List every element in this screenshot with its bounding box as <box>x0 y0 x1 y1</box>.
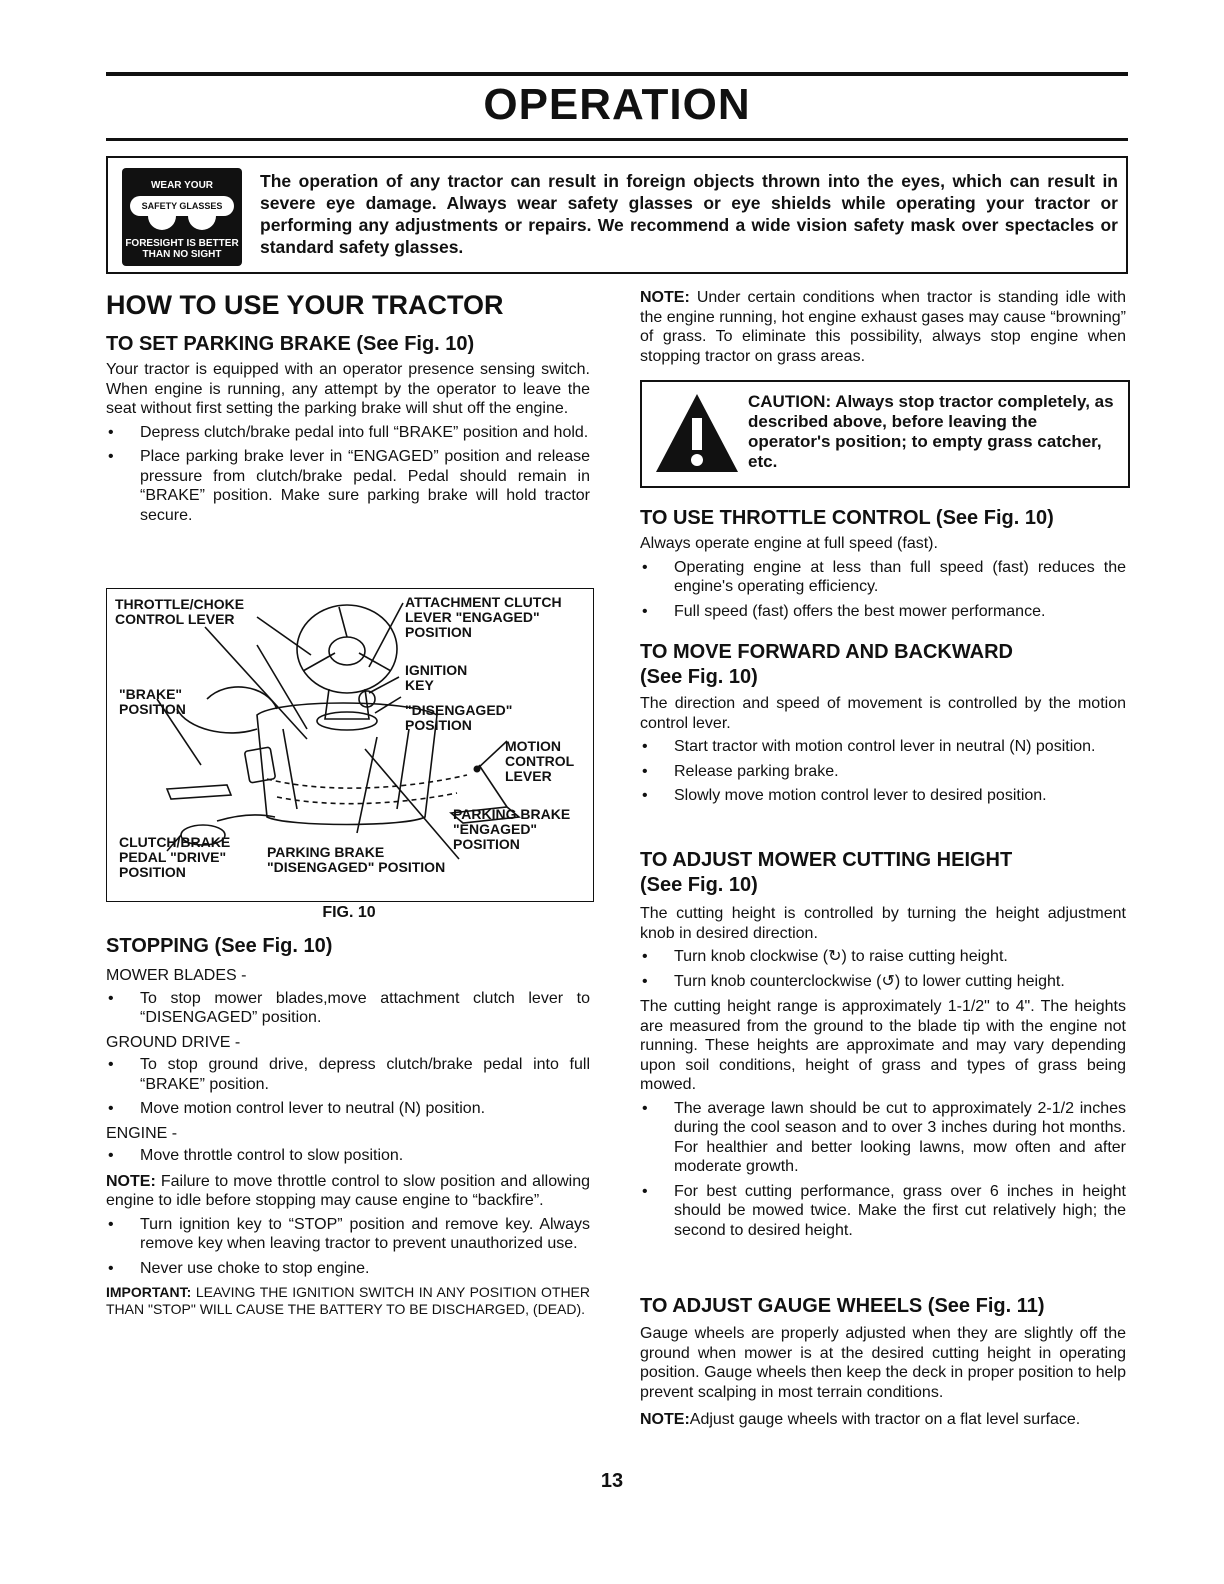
bullet-text: ) to raise cutting height. <box>841 948 1008 965</box>
bullet-text: Operating engine at less than full speed (fast) reduces the engine's operating efficiency. <box>674 558 1126 595</box>
label-ignition-key: IGNITION KEY <box>405 662 468 693</box>
figure-caption: FIG. 10 <box>322 904 376 921</box>
bullet-text: Move throttle control to slow position. <box>140 1147 404 1164</box>
left-lens-shape <box>148 214 176 230</box>
label-bottom-text-2: THAN NO SIGHT <box>142 249 222 260</box>
safety-warning-text: The operation of any tractor can result in foreign objects thrown into the eyes, which can result in severe eye damage. Always wear safety glasses or eye shields while operating your tractor or performing any adjustments or repairs. We recommend a wide vision safety mask over spectacles or standard safety glasses. <box>260 171 1118 257</box>
cutting-heading-line1: TO ADJUST MOWER CUTTING HEIGHT <box>640 849 1013 871</box>
cutting-height-body <box>640 904 1126 1245</box>
bullet-text: Move motion control lever to neutral (N) position. <box>140 1100 486 1117</box>
page-title: OPERATION <box>483 80 751 129</box>
label-parking-brake-disengaged: PARKING BRAKE "DISENGAGED" POSITION <box>267 844 446 875</box>
parking-brake-heading: TO SET PARKING BRAKE (See Fig. 10) <box>106 333 475 355</box>
move-heading <box>640 640 1013 690</box>
parking-brake-intro: Your tractor is equipped with an operator presence sensing switch. When engine is running, any attempt by the operator to leave the seat without first setting the parking brake will shut off the engine. <box>106 361 590 417</box>
list-item: • Release parking brake. <box>640 762 1126 782</box>
bullet-text: Slowly move motion control lever to desired position. <box>674 787 1047 804</box>
figure-10 <box>106 588 594 902</box>
ground-drive-label: GROUND DRIVE - <box>106 1033 241 1051</box>
list-item: • Start tractor with motion control lever in neutral (N) position. <box>640 737 1126 757</box>
list-item: • Never use choke to stop engine. <box>106 1259 590 1279</box>
label-top-text: WEAR YOUR <box>150 180 214 191</box>
right-lens-shape <box>188 214 216 230</box>
gauge-wheels-body <box>640 1324 1126 1434</box>
safety-glasses-icon <box>122 168 242 266</box>
list-item: • To stop mower blades,move attachment clutch lever to “DISENGAGED” position. <box>108 989 590 1026</box>
bullet-text: Start tractor with motion control lever in neutral (N) position. <box>674 738 1096 755</box>
label-parking-brake-engaged: PARKING BRAKE "ENGAGED" POSITION <box>453 806 571 852</box>
parking-brake-body <box>106 360 590 530</box>
list-item: • Full speed (fast) offers the best mower performance. <box>640 602 1126 622</box>
bullet-text: Never use choke to stop engine. <box>140 1259 370 1277</box>
label-disengaged-position: "DISENGAGED" POSITION <box>405 702 513 733</box>
safety-warning-box <box>106 156 1128 274</box>
bullet-text: Turn knob clockwise ( <box>674 948 829 965</box>
throttle-heading: TO USE THROTTLE CONTROL (See Fig. 10) <box>640 507 1054 529</box>
stopping-heading: STOPPING (See Fig. 10) <box>106 935 333 957</box>
engine-label: ENGINE - <box>106 1124 178 1142</box>
note-key: NOTE: <box>640 1411 690 1428</box>
bullet-text: Release parking brake. <box>674 762 839 780</box>
note-text: Adjust gauge wheels with tractor on a flat level surface. <box>689 1411 1081 1428</box>
caution-box <box>640 380 1130 488</box>
exhaust-note <box>640 288 1126 370</box>
clockwise-arrow-icon: ↻ <box>828 948 842 965</box>
cutting-heading-line2: (See Fig. 10) <box>640 874 758 896</box>
cutting-intro: The cutting height is controlled by turning the height adjustment knob in desired direction. <box>640 905 1126 942</box>
bullet-text: Turn knob counterclockwise ( <box>674 972 882 990</box>
top-rule <box>106 72 1128 76</box>
bullet-text: The average lawn should be cut to approximately 2-1/2 inches during the cool season and to over 3 inches during hot months. For healthier and better looking lawns, mow often and after moderate growth. <box>674 1099 1126 1175</box>
gauge-paragraph: Gauge wheels are properly adjusted when they are slightly off the ground when mower is at the desired cutting height in operating position. Gauge wheels then keep the deck in proper position to help prevent scalping in most terrain conditions. <box>640 1325 1126 1401</box>
stopping-body <box>106 962 590 1322</box>
note-text: Under certain conditions when tractor is standing idle with the engine running, hot engine exhaust gases may cause “browning” of grass. To eliminate this possibility, always stop engine when stopping tractor on grass areas. <box>640 289 1126 365</box>
counterclockwise-arrow-icon: ↺ <box>881 972 895 990</box>
label-band-text: SAFETY GLASSES <box>141 201 223 211</box>
label-motion-control: MOTION CONTROL LEVER <box>505 738 575 784</box>
list-item: • Operating engine at less than full speed (fast) reduces the engine's operating efficiency. <box>642 558 1126 595</box>
list-item: • Place parking brake lever in “ENGAGED” position and release pressure from clutch/brake pedal. Pedal should remain in “BRAKE” position. Make sure parking brake will hold tractor secure. <box>108 448 590 524</box>
glasses-band <box>130 196 234 216</box>
cutting-range-paragraph: The cutting height range is approximately 1-1/2" to 4". The heights are measured from the ground to the blade tip with the engine not running. These heights are approximate and may vary depending upon soil conditions, height of grass and types of grass being mowed. <box>640 998 1126 1093</box>
title-rule <box>106 138 1128 141</box>
list-item: • For best cutting performance, grass over 6 inches in height should be mowed twice. Make the first cut relatively high; the second to desired height. <box>642 1182 1126 1239</box>
move-body <box>640 694 1126 811</box>
list-item: • Depress clutch/brake pedal into full “BRAKE” position and hold. <box>108 423 589 441</box>
label-clutch-brake-pedal: CLUTCH/BRAKE PEDAL "DRIVE" POSITION <box>119 834 231 880</box>
bullet-text: Full speed (fast) offers the best mower performance. <box>674 602 1046 620</box>
bullet-text: Place parking brake lever in “ENGAGED” position and release pressure from clutch/brake pedal. Pedal should remain in “BRAKE” position. Make sure parking brake will hold tractor secure. <box>140 448 590 524</box>
label-throttle-choke: THROTTLE/CHOKE CONTROL LEVER <box>115 596 245 627</box>
label-attachment-clutch: ATTACHMENT CLUTCH LEVER "ENGAGED" POSITION <box>405 594 562 640</box>
list-item: • Turn knob counterclockwise (↺) to lower cutting height. <box>642 972 1065 990</box>
gauge-wheels-heading: TO ADJUST GAUGE WHEELS (See Fig. 11) <box>640 1295 1045 1317</box>
bullet-text: ) to lower cutting height. <box>894 972 1065 990</box>
bullet-text: To stop mower blades,move attachment clutch lever to “DISENGAGED” position. <box>140 989 590 1026</box>
list-item: • Move throttle control to slow position. <box>106 1146 590 1166</box>
gauge-note <box>640 1410 1126 1430</box>
caution-text: CAUTION: Always stop tractor completely, as described above, before leaving the operator's position; to empty grass catcher, etc. <box>748 392 1114 471</box>
mower-blades-label: MOWER BLADES - <box>106 967 247 984</box>
bullet-text: Depress clutch/brake pedal into full “BRAKE” position and hold. <box>140 423 589 441</box>
note-key: NOTE: <box>106 1172 156 1190</box>
cutting-height-heading <box>640 848 1012 898</box>
throttle-body <box>640 534 1126 626</box>
important-key: IMPORTANT: <box>106 1284 192 1300</box>
move-intro: The direction and speed of movement is controlled by the motion control lever. <box>640 695 1126 732</box>
bullet-text: To stop ground drive, depress clutch/brake pedal into full “BRAKE” position. <box>140 1056 590 1093</box>
list-item: • The average lawn should be cut to approximately 2-1/2 inches during the cool season and to over 3 inches during hot months. For healthier and better looking lawns, mow often and after moderate growth. <box>642 1099 1126 1175</box>
list-item: • Turn knob clockwise (↻) to raise cutting height. <box>642 948 1008 965</box>
important-note <box>106 1284 590 1318</box>
throttle-intro: Always operate engine at full speed (fast). <box>640 535 938 552</box>
list-item: • To stop ground drive, depress clutch/brake pedal into full “BRAKE” position. <box>108 1056 590 1093</box>
section-heading: HOW TO USE YOUR TRACTOR <box>106 290 504 320</box>
warning-triangle-icon <box>652 390 742 480</box>
important-text: LEAVING THE IGNITION SWITCH IN ANY POSITION OTHER THAN "STOP" WILL CAUSE THE BATTERY TO BE DISCHARGED, (DEAD). <box>106 1284 590 1317</box>
list-item: • Turn ignition key to “STOP” position and remove key. Always remove key when leaving tractor to prevent unauthorized use. <box>108 1215 590 1252</box>
page-number: 13 <box>600 1470 624 1492</box>
bullet-text: Turn ignition key to “STOP” position and remove key. Always remove key when leaving tractor to prevent unauthorized use. <box>140 1215 590 1252</box>
move-heading-line1: TO MOVE FORWARD AND BACKWARD <box>640 641 1013 663</box>
bullet-text: For best cutting performance, grass over 6 inches in height should be mowed twice. Make the first cut relatively high; the second to desired height. <box>674 1182 1126 1239</box>
stopping-note <box>106 1172 590 1211</box>
list-item: • Slowly move motion control lever to desired position. <box>640 786 1126 806</box>
list-item: • Move motion control lever to neutral (N) position. <box>106 1099 590 1119</box>
label-bottom-text-1: FORESIGHT IS BETTER <box>125 238 239 249</box>
note-text: Failure to move throttle control to slow position and allowing engine to idle before stopping may cause engine to “backfire”. <box>106 1172 590 1209</box>
note-key: NOTE: <box>640 289 690 306</box>
label-brake-position: "BRAKE" POSITION <box>119 686 186 717</box>
move-heading-line2: (See Fig. 10) <box>640 666 758 688</box>
